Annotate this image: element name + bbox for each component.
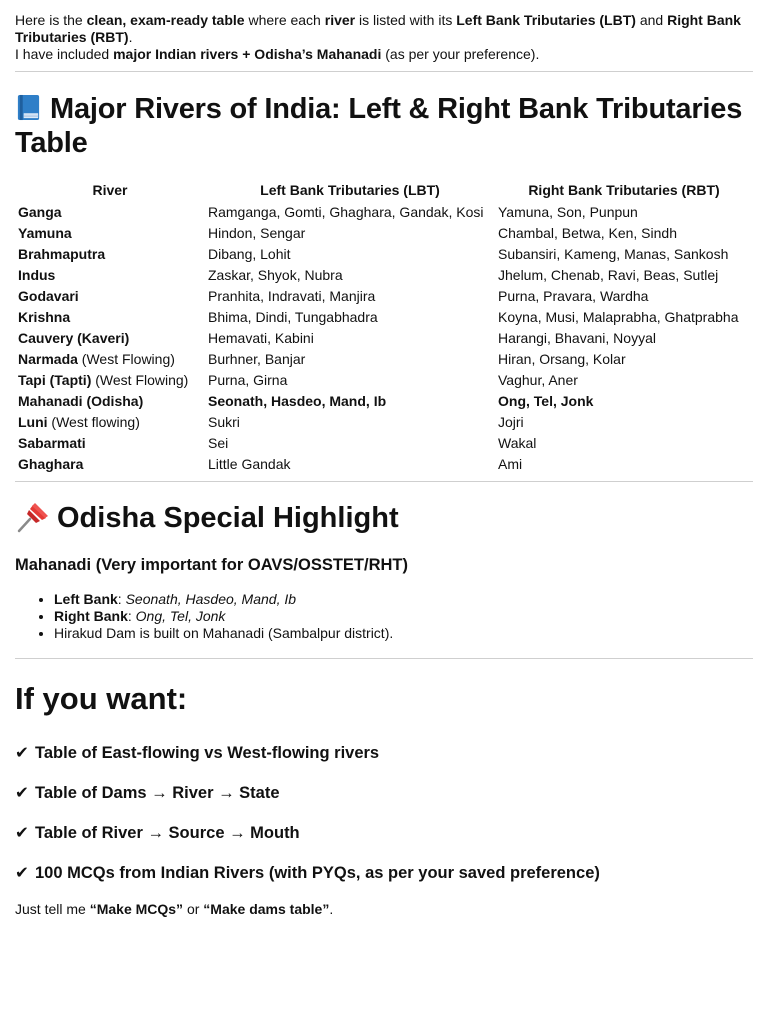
point-sep: : [127, 608, 136, 624]
river-name: Yamuna [18, 225, 72, 241]
option-item [15, 863, 753, 883]
table-row [15, 244, 753, 265]
section-title-odisha [15, 501, 753, 535]
option-text: Table of Dams → River → State [35, 784, 280, 802]
mahanadi-points [15, 591, 753, 642]
lbt-cell: Little Gandak [208, 456, 291, 472]
river-cell [15, 412, 205, 433]
table-row [15, 391, 753, 412]
rivers-table [15, 178, 753, 475]
river-cell [15, 349, 205, 370]
intro-bold: major Indian rivers + Odisha’s Mahanadi [113, 46, 382, 62]
lbt-cell: Seonath, Hasdeo, Mand, Ib [208, 393, 387, 409]
intro-text: . [128, 29, 133, 45]
table-row [15, 307, 753, 328]
point-value: Seonath, Hasdeo, Mand, Ib [125, 591, 297, 607]
table-row [15, 223, 753, 244]
closing-text: or [183, 901, 204, 917]
option-item [15, 783, 753, 803]
rbt-cell: Ami [498, 456, 523, 472]
lbt-cell: Ramganga, Gomti, Ghaghara, Gandak, Kosi [208, 204, 484, 220]
river-cell [15, 202, 205, 223]
river-name: Narmada [18, 351, 78, 367]
lbt-cell: Dibang, Lohit [208, 246, 291, 262]
intro-text: Here is the [15, 12, 87, 28]
intro-bold: Left Bank Tributaries (LBT) [456, 12, 636, 28]
river-name: Krishna [18, 309, 71, 325]
table-header-row [15, 178, 753, 202]
subheading-bold: Mahanadi [15, 556, 92, 574]
river-cell [15, 454, 205, 475]
divider [15, 71, 753, 72]
checkmark-icon: ✔ [15, 824, 29, 842]
lbt-cell: Sei [208, 435, 229, 451]
intro-text: is listed with its [355, 12, 457, 28]
river-name: Tapi (Tapti) [18, 372, 92, 388]
intro-text: and [635, 12, 668, 28]
lbt-cell: Sukri [208, 414, 240, 430]
list-item: • Hirakud Dam is built on Mahanadi (Sambalpur district). [54, 625, 753, 642]
table-row [15, 454, 753, 475]
mahanadi-subheading [15, 555, 753, 575]
table-row [15, 349, 753, 370]
pushpin-icon [15, 501, 51, 533]
divider [15, 658, 753, 659]
section-title-rivers [15, 92, 753, 160]
river-cell [15, 391, 205, 412]
river-name: Mahanadi (Odisha) [18, 393, 144, 409]
river-note: (West flowing) [47, 414, 140, 430]
rbt-cell: Vaghur, Aner [498, 372, 578, 388]
checkmark-icon: ✔ [15, 864, 29, 882]
river-name: Indus [18, 267, 56, 283]
river-name: Brahmaputra [18, 246, 106, 262]
river-note: (West Flowing) [91, 372, 189, 388]
intro-bold: river [324, 12, 356, 28]
rbt-cell: Chambal, Betwa, Ken, Sindh [498, 225, 677, 241]
intro-text: (as per your preference). [381, 46, 540, 62]
point-sep: : [117, 591, 126, 607]
intro-paragraph [15, 12, 753, 63]
river-cell [15, 328, 205, 349]
river-name: Ganga [18, 204, 62, 220]
option-item [15, 743, 753, 763]
list-item [54, 591, 753, 608]
closing-bold: “Make MCQs” [89, 901, 184, 917]
table-row [15, 202, 753, 223]
blue-book-icon [15, 94, 42, 121]
rbt-cell: Harangi, Bhavani, Noyyal [498, 330, 656, 346]
river-name: Godavari [18, 288, 79, 304]
closing-bold: “Make dams table” [203, 901, 330, 917]
closing-line [15, 901, 753, 918]
header-lbt: Left Bank Tributaries (LBT) [260, 182, 440, 198]
section-title-text: Odisha Special Highlight [57, 502, 399, 534]
lbt-cell: Purna, Girna [208, 372, 288, 388]
rbt-cell: Yamuna, Son, Punpun [498, 204, 638, 220]
checkmark-icon: ✔ [15, 784, 29, 802]
table-row [15, 286, 753, 307]
river-cell [15, 265, 205, 286]
point-value: Ong, Tel, Jonk [135, 608, 226, 624]
header-rbt: Right Bank Tributaries (RBT) [528, 182, 720, 198]
river-name: Ghaghara [18, 456, 84, 472]
table-row [15, 370, 753, 391]
lbt-cell: Burhner, Banjar [208, 351, 306, 367]
river-cell [15, 370, 205, 391]
list-item [54, 608, 753, 625]
river-cell [15, 286, 205, 307]
lbt-cell: Zaskar, Shyok, Nubra [208, 267, 343, 283]
river-cell [15, 223, 205, 244]
intro-text: where each [244, 12, 325, 28]
option-text: Table of East-flowing vs West-flowing rivers [35, 744, 380, 762]
table-row [15, 412, 753, 433]
lbt-cell: Hindon, Sengar [208, 225, 306, 241]
table-row [15, 433, 753, 454]
rbt-cell: Wakal [498, 435, 537, 451]
rbt-cell: Jhelum, Chenab, Ravi, Beas, Sutlej [498, 267, 719, 283]
divider [15, 481, 753, 482]
closing-text: . [329, 901, 334, 917]
option-item [15, 823, 753, 843]
closing-text: Just tell me [15, 901, 90, 917]
table-row [15, 265, 753, 286]
checkmark-icon: ✔ [15, 744, 29, 762]
river-cell [15, 433, 205, 454]
river-note: (West Flowing) [77, 351, 175, 367]
rbt-cell: Jojri [498, 414, 524, 430]
rbt-cell: Subansiri, Kameng, Manas, Sankosh [498, 246, 729, 262]
lbt-cell: Hemavati, Kabini [208, 330, 314, 346]
river-name: Cauvery (Kaveri) [18, 330, 130, 346]
river-name: Luni [18, 414, 48, 430]
rbt-cell: Ong, Tel, Jonk [498, 393, 594, 409]
point-label: Right Bank [54, 608, 128, 624]
rbt-cell: Hiran, Orsang, Kolar [498, 351, 626, 367]
river-name: Sabarmati [18, 435, 86, 451]
intro-bold: clean, exam-ready table [86, 12, 245, 28]
lbt-cell: Pranhita, Indravati, Manjira [208, 288, 376, 304]
river-cell [15, 244, 205, 265]
lbt-cell: Bhima, Dindi, Tungabhadra [208, 309, 378, 325]
option-text: 100 MCQs from Indian Rivers (with PYQs, as per your saved preference) [35, 864, 600, 882]
point-label: Left Bank [54, 591, 118, 607]
subheading-note: (Very important for OAVS/OSSTET/RHT) [91, 556, 409, 574]
river-cell [15, 307, 205, 328]
if-you-want-heading: If you want: [15, 681, 188, 716]
intro-bold: Right Bank Tributaries (RBT) [15, 12, 741, 45]
header-river: River [92, 182, 128, 198]
rbt-cell: Koyna, Musi, Malaprabha, Ghatprabha [498, 309, 739, 325]
option-text: Table of River → Source → Mouth [35, 824, 300, 842]
intro-text: I have included [15, 46, 114, 62]
table-row [15, 328, 753, 349]
section-title-text: Major Rivers of India: Left & Right Bank Tributaries Table [15, 93, 743, 159]
rbt-cell: Purna, Pravara, Wardha [498, 288, 649, 304]
